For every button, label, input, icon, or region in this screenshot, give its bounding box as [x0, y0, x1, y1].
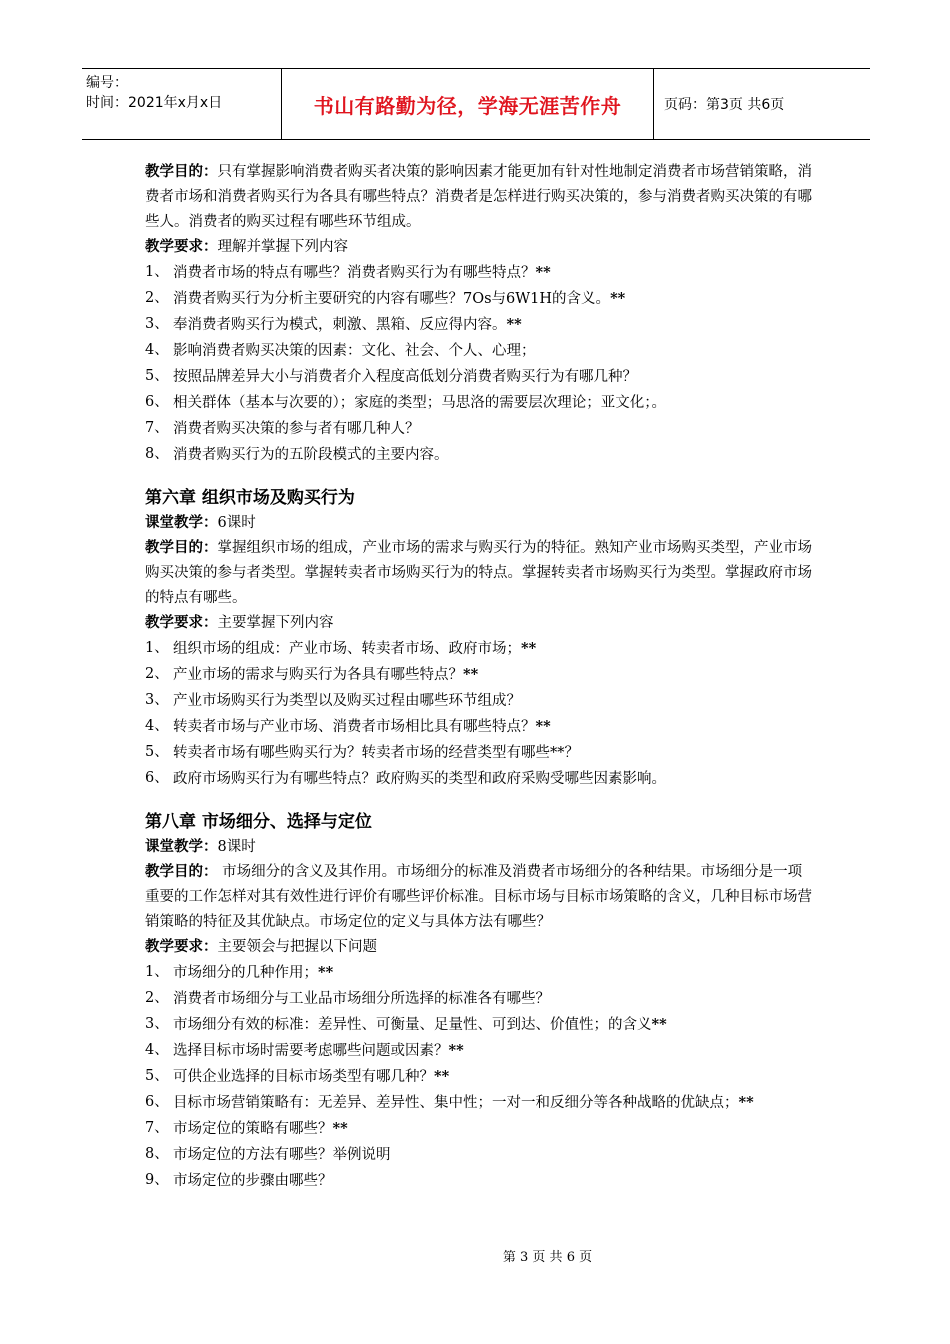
item-number: 3、 [145, 316, 169, 332]
teaching-requirement [145, 611, 815, 636]
list-item [145, 636, 815, 662]
importance-stars: ** [521, 640, 537, 657]
item-content: 选择目标市场时需要考虑哪些问题或因素？ [173, 1043, 449, 1059]
list-item [145, 986, 815, 1012]
list-item [145, 766, 815, 792]
list-item [145, 286, 815, 312]
item-number: 3、 [145, 692, 169, 708]
item-content: 市场细分的几种作用； [173, 965, 318, 981]
list-item [145, 740, 815, 766]
importance-stars: ** [332, 1120, 348, 1137]
item-content: 消费者购买行为的五阶段模式的主要内容。 [173, 447, 449, 463]
item-number: 2、 [145, 290, 169, 306]
item-content: 市场定位的步骤由哪些？ [173, 1173, 333, 1189]
item-content: 转卖者市场有哪些购买行为？转卖者市场的经营类型有哪些**？ [173, 745, 579, 761]
item-text [173, 766, 815, 792]
item-text [173, 416, 815, 442]
importance-stars: ** [651, 1016, 667, 1033]
item-text [173, 636, 815, 662]
class-label: 课堂教学： [145, 515, 218, 531]
item-number: 3、 [145, 1016, 169, 1032]
footer-page-number: 第 3 页 共 6 页 [502, 1250, 593, 1265]
item-number: 2、 [145, 990, 169, 1006]
item-text [173, 1090, 815, 1116]
item-text [173, 1038, 815, 1064]
list-item [145, 260, 815, 286]
item-text [173, 390, 815, 416]
page-info: 页码：第3页 共6页 [664, 97, 785, 113]
item-number: 6、 [145, 770, 169, 786]
page-footer [0, 1246, 950, 1265]
class-text: 8课时 [217, 839, 256, 855]
importance-stars: ** [463, 666, 479, 683]
item-text [173, 688, 815, 714]
class-hours [145, 511, 815, 536]
goal-text: 市场细分的含义及其作用。市场细分的标准及消费者市场细分的各种结果。市场细分是一项重要的工作怎样对其有效性进行评价有哪些评价标准。目标市场与目标市场策略的含义，几种目标市场营销策略的特征及其优缺点。市场定位的定义与具体方法有哪些？ [145, 864, 812, 930]
chapter-6-section [145, 485, 815, 792]
list-item [145, 1168, 815, 1194]
importance-stars: ** [738, 1094, 754, 1111]
requirement-list [145, 960, 815, 1194]
intro-section [145, 160, 815, 468]
item-text [173, 714, 815, 740]
item-content: 消费者购买决策的参与者有哪几种人？ [173, 421, 420, 437]
importance-stars: ** [610, 290, 626, 307]
document-body [145, 160, 815, 1194]
class-text: 6课时 [217, 515, 256, 531]
item-text [173, 338, 815, 364]
item-number: 1、 [145, 264, 169, 280]
item-text [173, 1142, 815, 1168]
list-item [145, 960, 815, 986]
importance-stars: ** [434, 1068, 450, 1085]
goal-text: 只有掌握影响消费者购买者决策的影响因素才能更加有针对性地制定消费者市场营销策略，消费者市场和消费者购买行为各具有哪些特点？消费者是怎样进行购买决策的，参与消费者购买决策的有哪些人。消费者的购买过程有哪些环节组成。 [145, 164, 812, 230]
item-content: 消费者市场细分与工业品市场细分所选择的标准各有哪些？ [173, 991, 550, 1007]
item-number: 6、 [145, 394, 169, 410]
importance-stars: ** [535, 718, 551, 735]
teaching-requirement [145, 935, 815, 960]
date-label: 时间：2021年x月x日 [86, 95, 223, 111]
page-header [82, 68, 870, 140]
item-content: 影响消费者购买决策的因素：文化、社会、个人、心理； [173, 343, 536, 359]
item-number: 6、 [145, 1094, 169, 1110]
chapter-8-section [145, 809, 815, 1194]
class-hours [145, 835, 815, 860]
goal-label: 教学目的： [145, 864, 218, 880]
item-content: 市场定位的策略有哪些？ [173, 1121, 333, 1137]
chapter-title: 第六章 组织市场及购买行为 [145, 488, 355, 508]
item-text [173, 740, 815, 766]
req-text: 主要领会与把握以下问题 [217, 939, 377, 955]
item-content: 消费者市场的特点有哪些？消费者购买行为有哪些特点？ [173, 265, 536, 281]
header-page-cell [654, 69, 870, 139]
item-text [173, 960, 815, 986]
item-number: 8、 [145, 1146, 169, 1162]
item-number: 5、 [145, 368, 169, 384]
header-motto-cell [282, 69, 654, 139]
chapter-title: 第八章 市场细分、选择与定位 [145, 812, 372, 832]
item-number: 1、 [145, 640, 169, 656]
item-number: 9、 [145, 1172, 169, 1188]
list-item [145, 688, 815, 714]
list-item [145, 1064, 815, 1090]
motto: 书山有路勤为径，学海无涯苦作舟 [313, 93, 622, 118]
list-item [145, 1116, 815, 1142]
list-item [145, 442, 815, 468]
req-text: 主要掌握下列内容 [217, 615, 334, 631]
importance-stars: ** [318, 964, 334, 981]
header-meta [82, 69, 282, 139]
list-item [145, 390, 815, 416]
code-label: 编号： [86, 75, 128, 91]
item-number: 2、 [145, 666, 169, 682]
item-text [173, 662, 815, 688]
requirement-list [145, 636, 815, 792]
item-text [173, 1116, 815, 1142]
list-item [145, 364, 815, 390]
goal-label: 教学目的： [145, 164, 218, 180]
item-content: 组织市场的组成：产业市场、转卖者市场、政府市场； [173, 641, 521, 657]
requirement-list [145, 260, 815, 468]
item-content: 市场细分有效的标准：差异性、可衡量、足量性、可到达、价值性；的含义 [173, 1017, 652, 1033]
item-text [173, 1064, 815, 1090]
item-number: 5、 [145, 1068, 169, 1084]
list-item [145, 416, 815, 442]
item-text [173, 312, 815, 338]
item-content: 产业市场的需求与购买行为各具有哪些特点？ [173, 667, 463, 683]
item-text [173, 364, 815, 390]
item-number: 8、 [145, 446, 169, 462]
item-number: 7、 [145, 420, 169, 436]
teaching-goal [145, 536, 815, 611]
list-item [145, 1090, 815, 1116]
list-item [145, 1142, 815, 1168]
list-item [145, 338, 815, 364]
item-text [173, 986, 815, 1012]
list-item [145, 662, 815, 688]
req-label: 教学要求： [145, 939, 218, 955]
list-item [145, 714, 815, 740]
item-content: 消费者购买行为分析主要研究的内容有哪些？7Os与6W1H的含义。 [173, 291, 611, 307]
item-content: 按照品牌差异大小与消费者介入程度高低划分消费者购买行为有哪几种？ [173, 369, 637, 385]
item-number: 7、 [145, 1120, 169, 1136]
importance-stars: ** [506, 316, 522, 333]
teaching-goal [145, 860, 815, 935]
req-label: 教学要求： [145, 615, 218, 631]
item-content: 转卖者市场与产业市场、消费者市场相比具有哪些特点？ [173, 719, 536, 735]
item-number: 4、 [145, 1042, 169, 1058]
teaching-goal [145, 160, 815, 235]
goal-label: 教学目的： [145, 540, 218, 556]
item-content: 可供企业选择的目标市场类型有哪几种？ [173, 1069, 434, 1085]
item-text [173, 1168, 815, 1194]
item-text [173, 442, 815, 468]
list-item [145, 1038, 815, 1064]
item-content: 政府市场购买行为有哪些特点？政府购买的类型和政府采购受哪些因素影响。 [173, 771, 666, 787]
importance-stars: ** [535, 264, 551, 281]
teaching-requirement [145, 235, 815, 260]
item-number: 1、 [145, 964, 169, 980]
item-text [173, 260, 815, 286]
list-item [145, 1012, 815, 1038]
list-item [145, 312, 815, 338]
item-number: 5、 [145, 744, 169, 760]
item-number: 4、 [145, 342, 169, 358]
item-content: 目标市场营销策略有：无差异、差异性、集中性；一对一和反细分等各种战略的优缺点； [173, 1095, 739, 1111]
item-content: 奉消费者购买行为模式，刺激、黑箱、反应得内容。 [173, 317, 507, 333]
item-content: 产业市场购买行为类型以及购买过程由哪些环节组成？ [173, 693, 521, 709]
item-content: 相关群体（基本与次要的）；家庭的类型；马思洛的需要层次理论；亚文化；。 [173, 395, 666, 411]
item-text [173, 1012, 815, 1038]
req-label: 教学要求： [145, 239, 218, 255]
class-label: 课堂教学： [145, 839, 218, 855]
importance-stars: ** [448, 1042, 464, 1059]
item-text [173, 286, 815, 312]
item-content: 市场定位的方法有哪些？举例说明 [173, 1147, 391, 1163]
req-text: 理解并掌握下列内容 [217, 239, 348, 255]
goal-text: 掌握组织市场的组成，产业市场的需求与购买行为的特征。熟知产业市场购买类型，产业市场购买决策的参与者类型。掌握转卖者市场购买行为的特点。掌握转卖者市场购买行为类型。掌握政府市场的特点有哪些。 [145, 540, 812, 606]
item-number: 4、 [145, 718, 169, 734]
